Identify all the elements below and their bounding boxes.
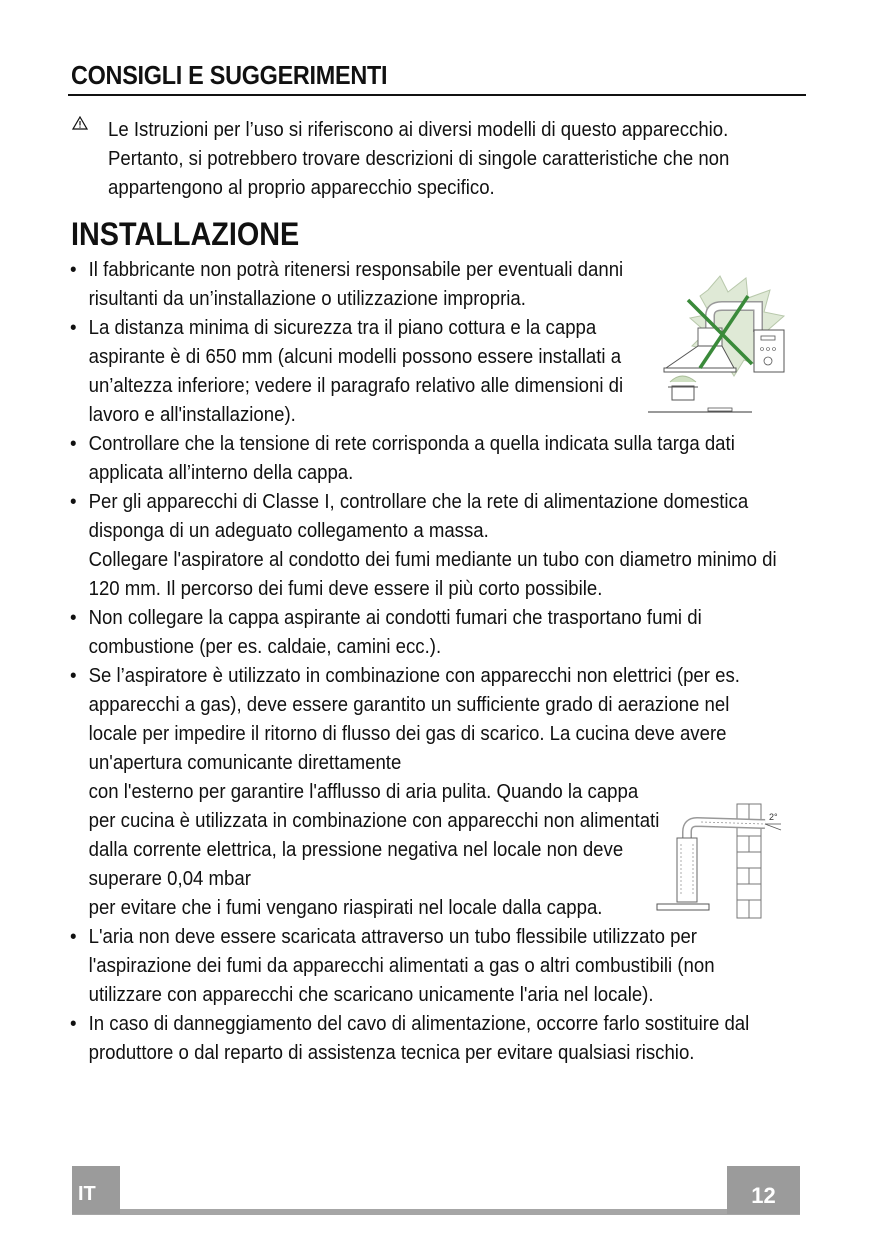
- list-item: • Se l’aspiratore è utilizzato in combinazione con apparecchi non elettrici (per es. apparecchi a gas), deve essere garantito un sufficiente grado di aerazione nel locale per impedire il ritorno di flusso dei gas di scarico. La cucina deve avere un'apertura comunicante direttamente con l'esterno per garantire l'afflusso di aria pulita. Quando la cappa per cucina è utilizzata in combinazione con apparecchi non alimentati dalla corrente elettrica, la pressione negativa nel locale non deve superare 0,04 mbar per evitare che i fumi vengano riaspirati nel locale dalla cappa.: [70, 665, 740, 919]
- list-item-text: Collegare l'aspiratore al condotto dei fumi mediante un tubo con diametro minimo di 120 mm. Il percorso dei fumi deve essere il più corto possibile.: [88, 549, 777, 600]
- section-heading-installazione: INSTALLAZIONE: [71, 216, 300, 252]
- warning-triangle-icon: [72, 116, 88, 130]
- list-item-text: In caso di danneggiamento del cavo di alimentazione, occorre farlo sostituire dal produttore o dal reparto di assistenza tecnica per evitare qualsiasi rischio.: [88, 1013, 750, 1064]
- list-item-text: L'aria non deve essere scaricata attraverso un tubo flessibile utilizzato per l'aspirazione dei fumi da apparecchi alimentati a gas o altri combustibili (non utilizzare con apparecchi che scaricano unicamente l'aria nel locale).: [88, 926, 715, 1006]
- list-item-text: con l'esterno per garantire l'afflusso di aria pulita. Quando la cappa per cucina è utilizzata in combinazione con apparecchi non alimentati dalla corrente elettrica, la pressione negativa nel locale non deve superare 0,04 mbar: [88, 781, 660, 890]
- list-item-text: Per gli apparecchi di Classe I, controllare che la rete di alimentazione domestica disponga di un adeguato collegamento a massa.: [88, 491, 749, 542]
- list-item: • Controllare che la tensione di rete corrisponda a quella indicata sulla targa dati applicata all’interno della cappa.: [70, 433, 735, 484]
- list-item: • La distanza minima di sicurezza tra il piano cottura e la cappa aspirante è di 650 mm (alcuni modelli possono essere installati a un’altezza inferiore; vedere il paragrafo relativo alle dimensioni di lavoro e all'installazione).: [70, 314, 777, 430]
- list-item: • Il fabbricante non potrà ritenersi responsabile per eventuali danni risultanti da un’installazione o utilizzazione impropria.: [70, 256, 777, 314]
- slope-angle-indicator: [765, 812, 781, 830]
- pot-icon: [648, 376, 752, 412]
- footer-bar: [72, 1209, 800, 1215]
- page-title: CONSIGLI E SUGGERIMENTI: [71, 60, 388, 90]
- language-tab: [72, 1166, 120, 1214]
- boiler-icon: [754, 330, 784, 372]
- page-number: 12: [751, 1183, 776, 1208]
- title-rule: [68, 94, 806, 96]
- list-item: • Non collegare la cappa aspirante ai condotti fumari che trasportano fumi di combustione (per es. caldaie, camini ecc.).: [70, 607, 702, 658]
- list-item: • In caso di danneggiamento del cavo di alimentazione, occorre farlo sostituire dal produttore o dal reparto di assistenza tecnica per evitare qualsiasi rischio.: [70, 1013, 750, 1064]
- list-item-text: Il fabbricante non potrà ritenersi responsabile per eventuali danni risultanti da un’installazione o utilizzazione impropria.: [88, 259, 624, 310]
- list-item-text: Controllare che la tensione di rete corrisponda a quella indicata sulla targa dati applicata all’interno della cappa.: [88, 433, 735, 484]
- list-item-text: per evitare che i fumi vengano riaspirati nel locale dalla cappa.: [88, 897, 603, 919]
- hood-boiler-warning-illustration: [648, 272, 788, 420]
- list-item: • L'aria non deve essere scaricata attraverso un tubo flessibile utilizzato per l'aspirazione dei fumi da apparecchi alimentati a gas o altri combustibili (non utilizzare con apparecchi che scaricano unicamente l'aria nel locale).: [70, 926, 715, 1006]
- duct-slope-illustration: [655, 800, 787, 922]
- list-item-text: La distanza minima di sicurezza tra il piano cottura e la cappa aspirante è di 650 mm (alcuni modelli possono essere installati a un’altezza inferiore; vedere il paragrafo relativo alle dimensioni di lavoro e all'installazione).: [88, 317, 624, 426]
- list-item-text: Non collegare la cappa aspirante ai condotti fumari che trasportano fumi di combustione (per es. caldaie, camini ecc.).: [88, 607, 702, 658]
- list-item: • Per gli apparecchi di Classe I, controllare che la rete di alimentazione domestica disponga di un adeguato collegamento a massa. Collegare l'aspiratore al condotto dei fumi mediante un tubo con diametro minimo di 120 mm. Il percorso dei fumi deve essere il più corto possibile.: [70, 491, 777, 600]
- list-item-text: Se l’aspiratore è utilizzato in combinazione con apparecchi non elettrici (per es. apparecchi a gas), deve essere garantito un sufficiente grado di aerazione nel locale per impedire il ritorno di flusso dei gas di scarico. La cucina deve avere un'apertura comunicante direttamente: [88, 665, 740, 774]
- angle-label: 2°: [769, 812, 778, 822]
- language-label: IT: [78, 1183, 96, 1205]
- notice-text: Le Istruzioni per l’uso si riferiscono ai diversi modelli di questo apparecchio. Pertanto, si potrebbero trovare descrizioni di singole caratteristiche che non appartengono al proprio apparecchio specifico.: [108, 119, 730, 199]
- page-number-tab: [727, 1166, 800, 1214]
